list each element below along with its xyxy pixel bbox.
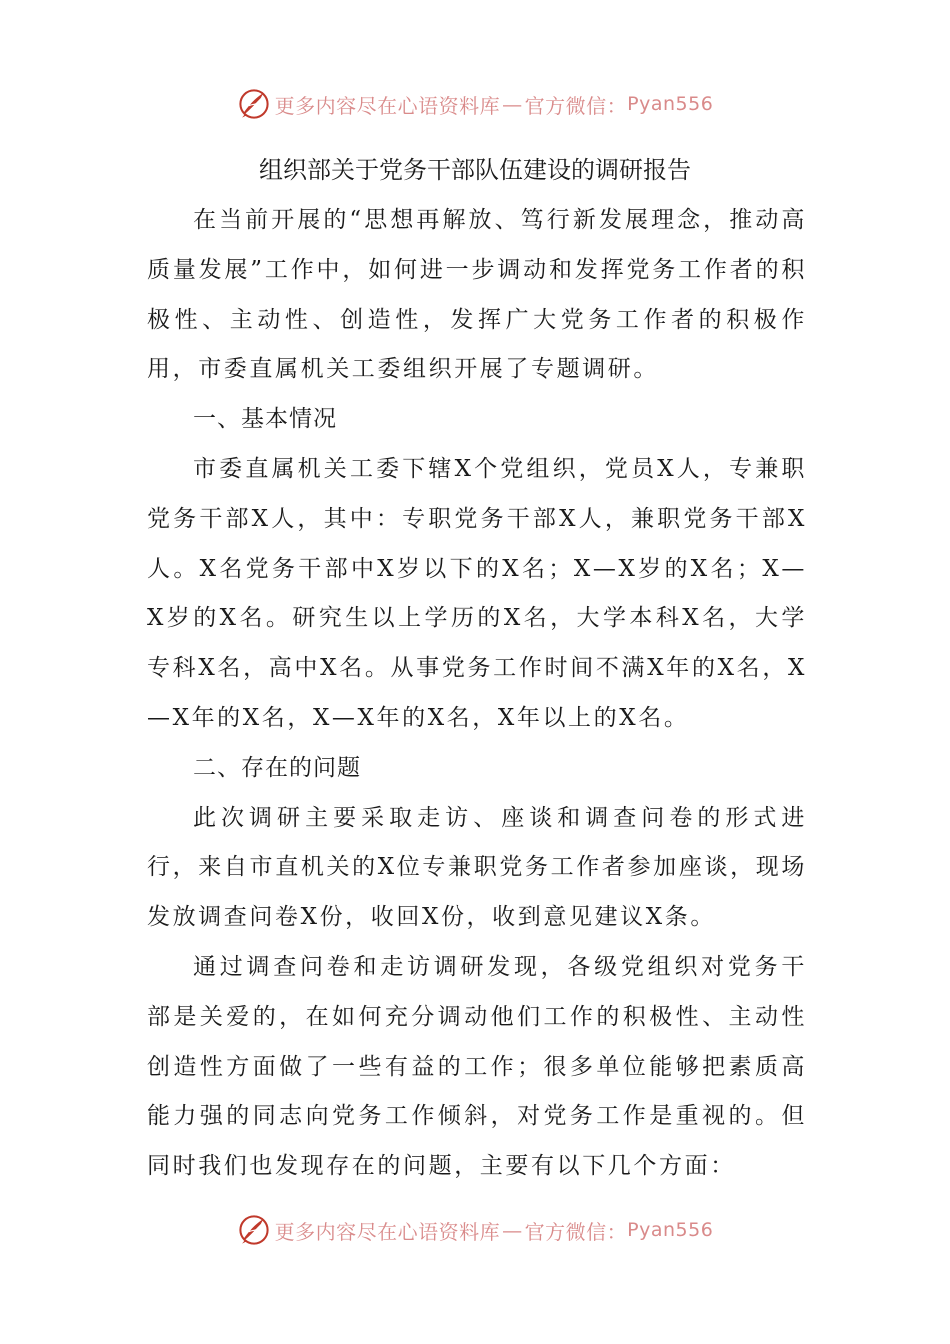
document-title: 组织部关于党务干部队伍建设的调研报告 — [259, 156, 691, 184]
watermark-wechat-label: 官方微信： — [524, 93, 628, 118]
section-heading-problems: 二、存在的问题 — [193, 754, 361, 781]
watermark-footer — [0, 1210, 950, 1250]
problems-paragraph-method: 此次调研主要采取走访、座谈和调查问卷的形式进行，来自市直机关的X位专兼职党务工作者参加座谈，现场发放调查问卷X份，收回X份，收到意见建议X条。 — [147, 804, 807, 931]
pen-nib-logo-icon — [237, 1213, 271, 1247]
basic-info-paragraph: 市委直属机关工委下辖X个党组织，党员X人，专兼职党务干部X人，其中：专职党务干部X人，兼职党务干部X人。X名党务干部中X岁以下的X名；X—X岁的X名；X—X岁的X名。研究生以上学历的X名，大学本科X名，大学专科X名，高中X名。从事党务工作时间不满X年的X名，X—X年的X名，X—X年的X名，X年以上的X名。 — [147, 455, 807, 731]
watermark-separator: — — [502, 92, 523, 116]
intro-paragraph: 在当前开展的“思想再解放、笃行新发展理念，推动高质量发展”工作中，如何进一步调动和发挥党务工作者的积极性、主动性、创造性，发挥广大党务工作者的积极作用，市委直属机关工委组织开展了专题调研。 — [147, 207, 807, 383]
watermark-wechat-label: 官方微信： — [524, 1219, 628, 1244]
pen-nib-logo-icon — [237, 87, 271, 121]
watermark-text: 更多内容尽在心语资料库 — [274, 93, 501, 118]
watermark-header — [0, 84, 950, 124]
section-heading-basic-info: 一、基本情况 — [193, 406, 337, 433]
watermark-wechat-id: Pyan556 — [627, 1219, 714, 1241]
watermark-separator: — — [502, 1218, 523, 1242]
watermark-wechat-id: Pyan556 — [627, 93, 714, 115]
watermark-text: 更多内容尽在心语资料库 — [274, 1219, 501, 1244]
document-body — [147, 196, 807, 1192]
problems-paragraph-findings: 通过调查问卷和走访调研发现，各级党组织对党务干部是关爱的，在如何充分调动他们工作的积极性、主动性创造性方面做了一些有益的工作；很多单位能够把素质高能力强的同志向党务工作倾斜，对党务工作是重视的。但同时我们也发现存在的问题，主要有以下几个方面： — [147, 953, 807, 1180]
